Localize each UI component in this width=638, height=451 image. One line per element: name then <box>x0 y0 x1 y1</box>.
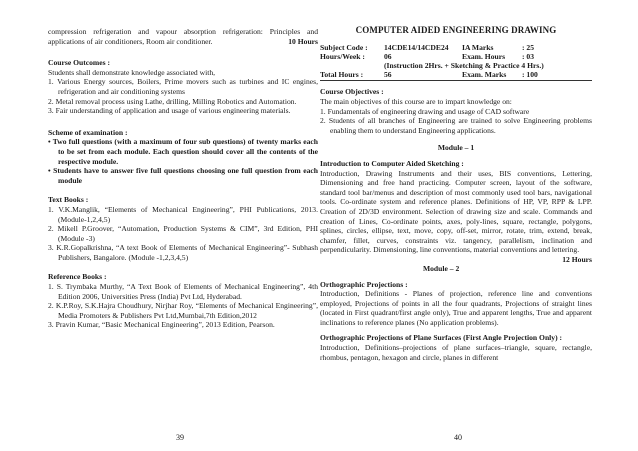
scheme-item: • Two full questions (with a maximum of four sub questions) of twenty marks each to be set from each module. Each question should cover all the contents of the respective module. <box>48 137 318 166</box>
exam-marks-label: Exam. Marks <box>462 70 507 80</box>
total-hours-label: Total Hours : <box>320 70 364 80</box>
outcome-item: 2. Metal removal process using Lathe, drilling, Milling Robotics and Automation. <box>48 96 297 106</box>
reference-item: 1. S. Trymbaka Murthy, “A Text Book of Elements of Mechanical Engineering”, 4th Edition 2006, Universities Press (India) Pvt Ltd, Hyderabad. <box>48 282 318 301</box>
objective-item: 1. Fundamentals of engineering drawing and usage of CAD software <box>320 106 530 116</box>
right-page-number: 40 <box>454 433 462 442</box>
subject-code-value: 14CDE14/14CDE24 <box>384 42 449 52</box>
reference-item: 3. Pravin Kumar, “Basic Mechanical Engineering”, 2013 Edition, Pearson. <box>48 320 275 330</box>
hours-label: Hours/Week : <box>320 51 365 61</box>
right-page <box>320 0 592 362</box>
module-2b-subheading: Orthographic Projections of Plane Surfaces (First Angle Projection Only) : <box>320 333 563 343</box>
subject-code-label: Subject Code : <box>320 42 368 52</box>
module-1-hours: 12 Hours <box>562 254 592 264</box>
course-info-table <box>320 43 592 80</box>
ia-marks-label: IA Marks <box>462 42 494 52</box>
total-hours-value: 56 <box>384 70 392 80</box>
instruction-note: (Instruction 2Hrs. + Sketching & Practice 4 Hrs.) <box>384 61 544 70</box>
module-2-heading: Module – 2 <box>422 263 460 273</box>
left-page-number: 39 <box>176 433 184 442</box>
ia-marks-value: : 25 <box>522 42 535 52</box>
scheme-item: • Students have to answer five full questions choosing one full question from each module <box>48 166 318 185</box>
hours-value: 06 <box>384 51 392 61</box>
left-page <box>48 0 318 330</box>
textbook-item: 2. Mikell P.Groover, “Automation, Production Systems & CIM”, 3rd Edition, PHI (Module -3) <box>48 224 318 243</box>
references-heading: Reference Books : <box>48 272 107 282</box>
module-1-subheading: Introduction to Computer Aided Sketching : <box>320 158 464 168</box>
intro-paragraph <box>48 27 318 46</box>
textbook-item: 1. V.K.Manglik, “Elements of Mechanical Engineering”, PHI Publications, 2013. (Module-1,2,4,5) <box>48 204 318 224</box>
module-2b-text: Introduction, Definitions–projections of plane surfaces–triangle, square, rectangle, rhombus, pentagon, hexagon and circle, planes in different <box>320 343 592 362</box>
scheme-heading: Scheme of examination : <box>48 127 128 137</box>
intro-hours: 10 Hours <box>288 36 318 46</box>
course-title: COMPUTER AIDED ENGINEERING DRAWING <box>355 25 557 35</box>
objective-item: 2. Students of all branches of Engineering are trained to solve Engineering problems enabling them to understand Engineering applications. <box>320 116 592 135</box>
module-1-body: Introduction, Drawing Instruments and their uses, BIS conventions, Lettering, Dimensioning and free hand practicing. Computer screen, layout of the software, standard tool bar/menus and description of most commonly used tool bars, navigational tools. Co-ordinate system and reference planes. Definitions of HP, VP, RPP & LPP. Creation of 2D/3D environment. Selection of drawing size and scale. Commands and creation of Lines, Co-ordinate points, axes, poly-lines, square, rectangle, polygons, splines, circles, ellipse, text, move, copy, off-set, mirror, rotate, trim, extend, break, chamfer, fillet, curves, constraints viz. tangency, parallelism, inclination and perpendicularity. Dimensioning, line conventions, material conventions and lettering. <box>320 168 592 255</box>
intro-text: compression refrigeration and vapour absorption refrigeration: Principles and applications of air conditioners, Room air conditioner. <box>48 27 318 46</box>
exam-hours-label: Exam. Hours <box>462 51 506 61</box>
outcome-item: 1. Various Energy sources, Boilers, Prime movers such as turbines and IC engines, refrigeration and air conditioning systems <box>48 77 318 96</box>
exam-hours-value: : 03 <box>522 51 535 61</box>
outcome-item: 3. Fair understanding of application and usage of various engineering materials. <box>48 106 291 116</box>
module-2-text: Introduction, Definitions - Planes of projection, reference line and conventions employed, Projections of points in all the four quadrants, Projections of straight lines (located in First quadrant/first angle only), True and apparent lengths, True and apparent inclinations to reference planes (No application problems). <box>320 289 592 327</box>
module-1-heading: Module – 1 <box>437 143 475 153</box>
outcomes-lead: Students shall demonstrate knowledge associated with, <box>48 67 216 77</box>
textbook-item: 3. K.R.Gopalkrishna, “A text Book of Elements of Mechanical Engineering”- Subhash Publishers, Bangalore. (Module -1,2,3,4,5) <box>48 243 318 262</box>
exam-marks-value: : 100 <box>522 70 538 80</box>
header-divider <box>320 80 592 81</box>
module-2-subheading: Orthographic Projections : <box>320 279 408 289</box>
module-1-text <box>320 168 592 264</box>
objectives-heading: Course Objectives : <box>320 87 384 97</box>
textbooks-heading: Text Books : <box>48 195 89 205</box>
reference-item: 2. K.P.Roy, S.K.Hajra Choudhury, Nirjhar Roy, “Elements of Mechanical Engineering”, Media Promoters & Publishers Pvt Ltd,Mumbai,7th Edition,2012 <box>48 301 318 320</box>
objectives-lead: The main objectives of this course are to impart knowledge on: <box>320 97 512 106</box>
outcomes-heading: Course Outcomes : <box>48 58 111 68</box>
